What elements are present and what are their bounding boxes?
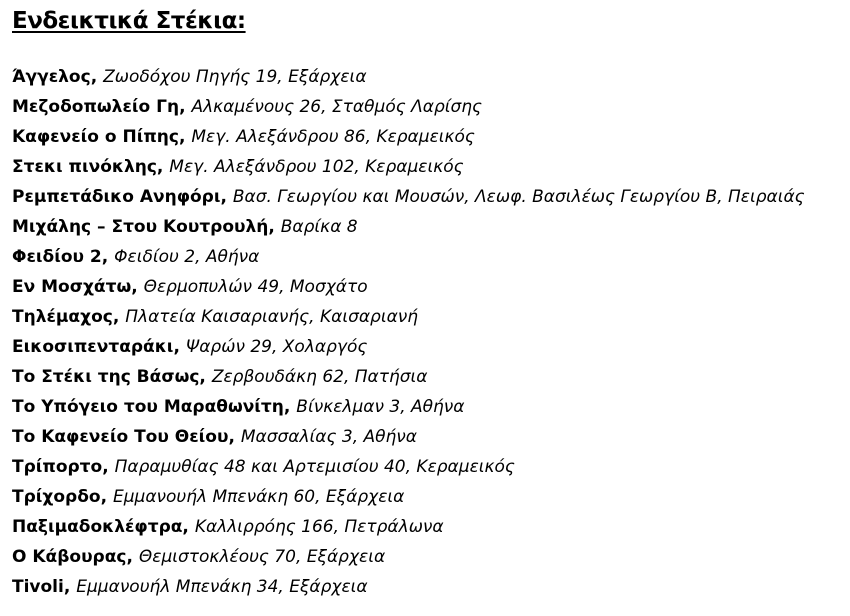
venue-name: Τηλέμαχος [12,307,113,327]
venue-name: Το Υπόγειο του Μαραθωνίτη [12,397,284,417]
venue-address: Αλκαμένους 26, Σταθμός Λαρίσης [191,97,483,117]
venue-address: Βαρίκα 8 [280,217,358,237]
venue-separator: , [178,127,192,147]
venue-separator: , [156,157,170,177]
venue-entry [12,212,805,242]
venue-entry [12,332,805,362]
venue-entry [12,422,805,452]
venue-list [12,62,805,602]
venue-entry [12,542,805,572]
venue-address: Εμμανουήλ Μπενάκη 60, Εξάρχεια [112,487,405,507]
venue-name: Καφενείο ο Πίπης [12,127,179,147]
venue-name: Φειδίου 2 [12,247,102,267]
venue-separator: , [126,547,139,567]
venue-entry [12,392,805,422]
venue-entry [12,272,805,302]
venue-entry [12,482,805,512]
venue-name: Μεζοδοπωλείο Γη [12,97,180,117]
venue-address: Εμμανουήλ Μπενάκη 34, Εξάρχεια [76,577,368,597]
venue-name: Ο Κάβουρας [12,547,127,567]
venue-separator: , [101,247,115,267]
venue-separator: , [112,307,126,327]
venue-address: Μασσαλίας 3, Αθήνα [240,427,418,447]
venue-entry [12,182,805,212]
venue-entry [12,62,805,92]
venue-entry [12,512,805,542]
venue-name: Το Καφενείο Του Θείου [12,427,229,447]
venue-separator: , [90,67,104,87]
venue-separator: , [131,277,144,297]
venue-name: Εικοσιπενταράκι [12,337,174,357]
venue-separator: , [63,577,77,597]
venue-entry [12,152,805,182]
venue-separator: , [100,487,113,507]
venue-entry [12,452,805,482]
venue-separator: , [228,427,241,447]
venue-separator: , [283,397,297,417]
venue-entry [12,92,805,122]
venue-address: Καλλιρρόης 166, Πετράλωνα [194,517,444,537]
venue-address: Φειδίου 2, Αθήνα [114,247,260,267]
venue-entry [12,122,805,152]
venue-address: Ψαρών 29, Χολαργός [185,337,368,357]
venue-address: Μεγ. Αλεξάνδρου 86, Κεραμεικός [191,127,475,147]
venue-name: Εν Μοσχάτω [12,277,132,297]
venue-name: Μιχάλης – Στου Κουτρουλή [12,217,269,237]
page-heading: Ενδεικτικά Στέκια: [12,8,246,34]
venue-separator: , [102,457,115,477]
venue-separator: , [179,97,192,117]
venue-address: Ζερβουδάκη 62, Πατήσια [211,367,428,387]
venue-name: Στεκι πινόκλης [12,157,157,177]
venue-entry [12,362,805,392]
venue-address: Θεμιστοκλέους 70, Εξάρχεια [138,547,386,567]
venue-entry [12,242,805,272]
venue-address: Μεγ. Αλεξάνδρου 102, Κεραμεικός [169,157,464,177]
venue-separator: , [173,337,186,357]
venue-address: Βασ. Γεωργίου και Μουσών, Λεωφ. Βασιλέως Γεωργίου Β, Πειραιάς [232,187,805,207]
venue-separator: , [182,517,195,537]
venue-address: Βίνκελμαν 3, Αθήνα [296,397,465,417]
venue-address: Ζωοδόχου Πηγής 19, Εξάρχεια [103,67,367,87]
venue-address: Θερμοπυλών 49, Μοσχάτο [143,277,368,297]
venue-name: Άγγελος [12,67,91,87]
venue-separator: , [268,217,281,237]
venue-address: Πλατεία Καισαριανής, Καισαριανή [125,307,419,327]
venue-entry [12,572,805,602]
venue-name: Παξιμαδοκλέφτρα [12,517,183,537]
venue-separator: , [220,187,233,207]
venue-name: Το Στέκι της Βάσως [12,367,200,387]
venue-separator: , [199,367,212,387]
venue-entry [12,302,805,332]
venue-name: Ρεμπετάδικο Ανηφόρι [12,187,221,207]
venue-name: Tivoli [12,577,64,597]
venue-name: Τρίπορτο [12,457,103,477]
venue-address: Παραμυθίας 48 και Αρτεμισίου 40, Κεραμεικός [114,457,515,477]
venue-name: Τρίχορδο [12,487,101,507]
